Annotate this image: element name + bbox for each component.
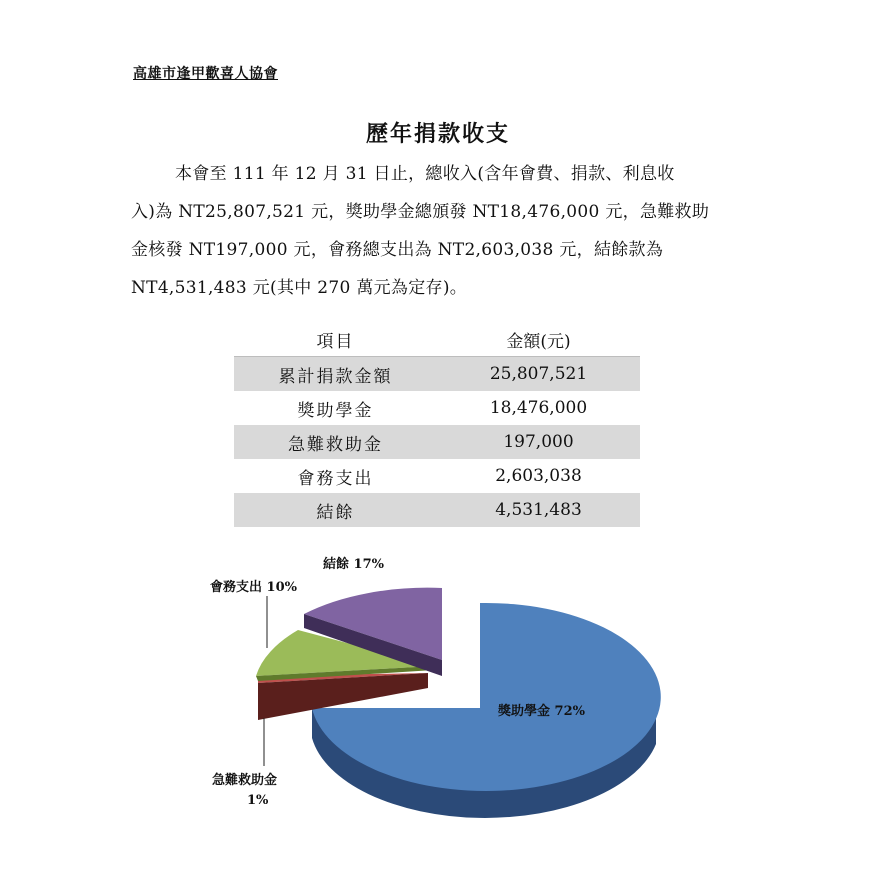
- paragraph-line: NT4,531,483 元(其中 270 萬元為定存)。: [131, 278, 468, 298]
- pie-slices: [256, 588, 661, 818]
- donation-summary-table: [234, 322, 640, 527]
- row-amount: 18,476,000: [489, 398, 588, 418]
- paragraph-line: 本會至 111 年 12 月 31 日止，總收入(含年會費、捐款、利息收: [175, 164, 675, 184]
- label-scholarship: 獎助學金 72%: [498, 704, 585, 719]
- label-balance: 結餘 17%: [323, 557, 384, 572]
- table-header-row: [234, 322, 640, 357]
- row-amount: 197,000: [437, 425, 640, 459]
- table-row: [234, 357, 640, 392]
- row-item: 結餘: [234, 493, 437, 527]
- page-title: 歷年捐款收支: [365, 121, 510, 147]
- table-row: [234, 459, 640, 493]
- label-office: 會務支出 10%: [210, 580, 297, 595]
- row-amount: 4,531,483: [437, 493, 640, 527]
- table-row: [234, 493, 640, 527]
- organization-name: 高雄市逢甲歡喜人協會: [133, 66, 278, 82]
- column-header-item: 項目: [234, 322, 437, 357]
- table-row: [234, 391, 640, 425]
- row-item: 獎助學金: [297, 400, 374, 421]
- row-item: 急難救助金: [234, 425, 437, 459]
- column-header-amount: 金額(元): [437, 322, 640, 357]
- paragraph-line: 入)為 NT25,807,521 元，獎助學金總頒發 NT18,476,000 元，急難救助: [131, 202, 710, 222]
- expense-pie-chart: [180, 548, 680, 828]
- paragraph-line: 金核發 NT197,000 元，會務總支出為 NT2,603,038 元，結餘款為: [131, 240, 664, 260]
- row-item: 累計捐款金額: [234, 357, 437, 392]
- label-emergency-name: 急難救助金: [212, 773, 278, 788]
- label-emergency-pct: 1%: [247, 793, 269, 808]
- table-row: [234, 425, 640, 459]
- row-item: 會務支出: [297, 468, 374, 489]
- row-amount: 25,807,521: [437, 357, 640, 392]
- row-amount: 2,603,038: [495, 466, 582, 486]
- summary-paragraph: [131, 155, 743, 307]
